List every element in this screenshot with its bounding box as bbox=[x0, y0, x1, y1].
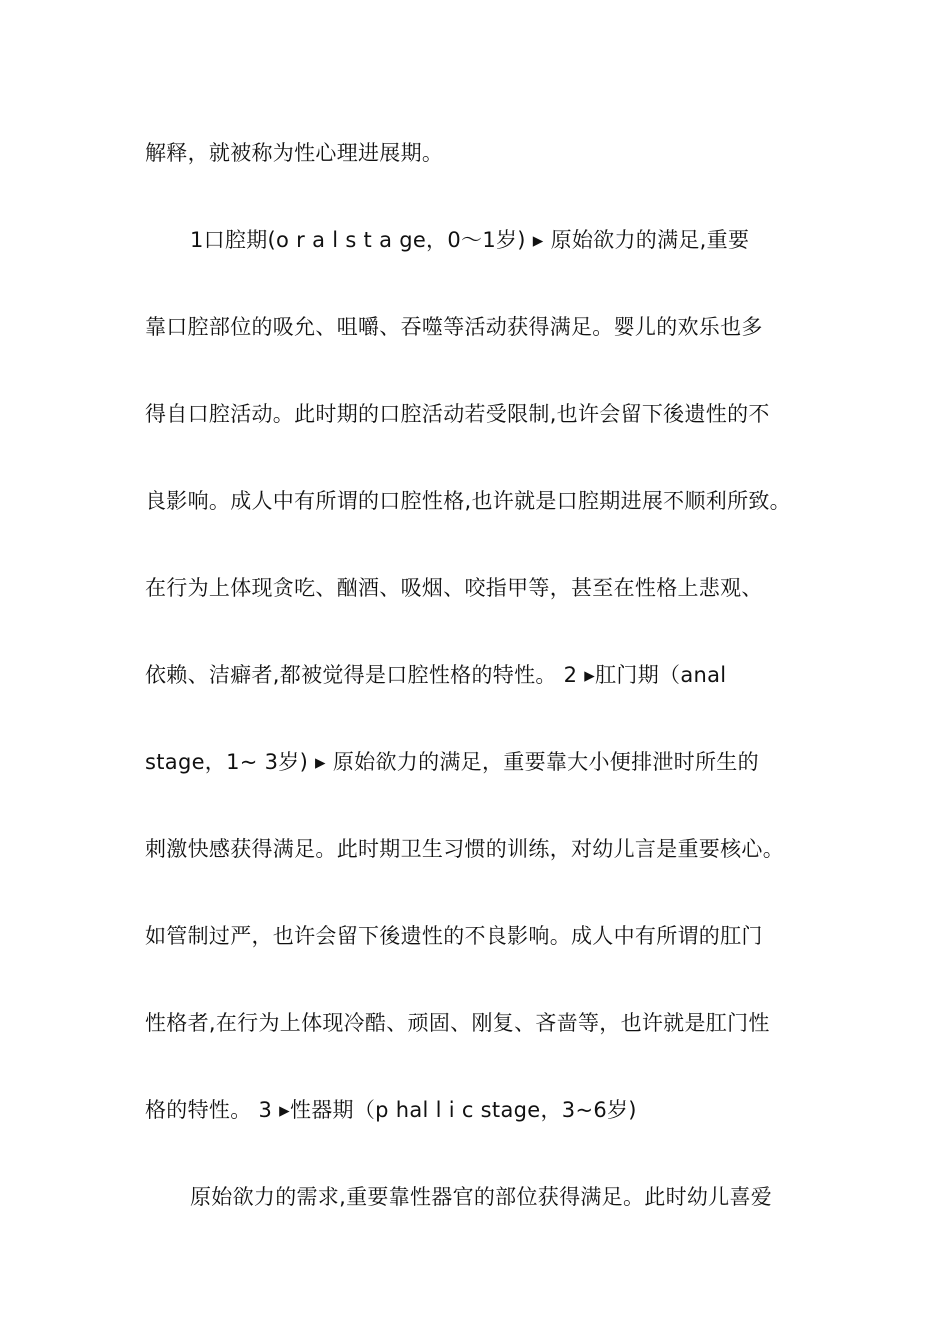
text-line: 依赖、洁癖者,都被觉得是口腔性格的特性。 2 ▸肛门期（anal bbox=[145, 663, 727, 687]
text-line: 如管制过严，也许会留下後遗性的不良影响。成人中有所谓的肛门 bbox=[145, 924, 763, 948]
text-line: 良影响。成人中有所谓的口腔性格,也许就是口腔期进展不顺利所致。 bbox=[145, 489, 791, 513]
text-line: stage，1~ 3岁) ▸ 原始欲力的满足，重要靠大小便排泄时所生的 bbox=[145, 750, 759, 774]
text-line: 原始欲力的需求,重要靠性器官的部位获得满足。此时幼儿喜爱 bbox=[190, 1185, 773, 1209]
text-line: 靠口腔部位的吸允、咀嚼、吞噬等活动获得满足。婴儿的欢乐也多 bbox=[145, 315, 763, 339]
text-line: 在行为上体现贪吃、酗酒、吸烟、咬指甲等，甚至在性格上悲观、 bbox=[145, 576, 763, 600]
text-line: 1口腔期(o r a l s t a ge，0～1岁) ▸ 原始欲力的满足,重要 bbox=[190, 228, 750, 252]
text-line: 性格者,在行为上体现冷酷、顽固、刚复、吝啬等，也许就是肛门性 bbox=[145, 1011, 770, 1035]
text-line: 解释，就被称为性心理进展期。 bbox=[145, 141, 444, 165]
text-line: 格的特性。 3 ▸性器期（p hal l i c stage，3~6岁) bbox=[145, 1098, 637, 1122]
text-line: 刺激快感获得满足。此时期卫生习惯的训练，对幼儿言是重要核心。 bbox=[145, 837, 784, 861]
text-line: 得自口腔活动。此时期的口腔活动若受限制,也许会留下後遗性的不 bbox=[145, 402, 770, 426]
